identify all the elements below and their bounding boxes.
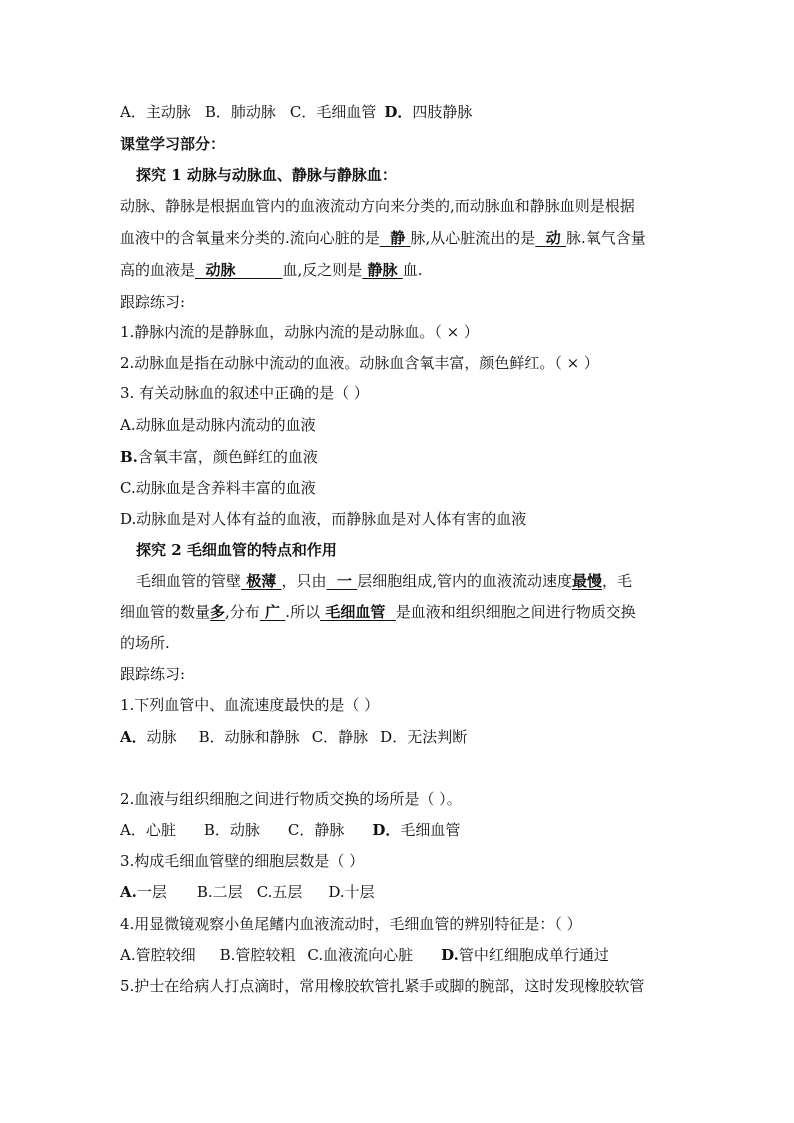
- practice-2-q1-options: A．动脉 B．动脉和静脉 C．静脉 D．无法判断: [120, 728, 468, 746]
- answer-blank: 多: [210, 603, 226, 621]
- practice-2-q2: 2.血液与组织细胞之间进行物质交换的场所是（ ）。: [120, 790, 462, 808]
- answer-blank: 最慢: [572, 572, 603, 590]
- explore-2-line-2: 细血管的数量多,分布 广 .所以 毛细血管 是血液和组织细胞之间进行物质交换: [120, 603, 636, 621]
- practice-1-q1: 1.静脉内流的是静脉血，动脉内流的是动脉血。（ × ）: [120, 323, 479, 341]
- practice-1-opt-d: D.动脉血是对人体有益的血液，而静脉血是对人体有害的血液: [120, 510, 527, 528]
- question-options-top: [120, 102, 472, 122]
- explore-1-title: 探究 1 动脉与动脉血、静脉与静脉血：: [136, 166, 397, 184]
- explore-1-line-3: 高的血液是 动脉 血,反之则是 静脉 血.: [120, 261, 423, 279]
- practice-2-q4-options: A.管腔较细 B.管腔较粗 C.血液流向心脏 D.管中红细胞成单行通过: [120, 946, 609, 964]
- explore-2-title: 探究 2 毛细血管的特点和作用: [136, 541, 337, 559]
- practice-2-q5: 5.护士在给病人打点滴时，常用橡胶软管扎紧手或脚的腕部，这时发现橡胶软管: [120, 977, 645, 995]
- practice-2-q4: 4.用显微镜观察小鱼尾鳍内血液流动时，毛细血管的辨别特征是：（ ）: [120, 915, 582, 933]
- answer-blank: 动脉: [205, 261, 236, 279]
- practice-1-q2: 2.动脉血是指在动脉中流动的血液。动脉血含氧丰富，颜色鲜红。（ × ）: [120, 354, 599, 372]
- practice-1-opt-c: C.动脉血是含养料丰富的血液: [120, 479, 316, 497]
- answer-blank: 静脉: [367, 261, 398, 279]
- practice-2-q3: 3.构成毛细血管壁的细胞层数是（ ）: [120, 852, 365, 870]
- answer-blank: 一: [336, 572, 352, 590]
- answer-blank: 毛细血管: [325, 603, 386, 621]
- practice-2-label: 跟踪练习:: [120, 665, 186, 683]
- practice-2-q1: 1.下列血管中、血流速度最快的是（ ）: [120, 696, 380, 714]
- section-title: 课堂学习部分：: [120, 135, 226, 153]
- practice-1-opt-b: B.含氧丰富，颜色鲜红的血液: [120, 448, 318, 466]
- answer-blank: 极薄: [246, 572, 277, 590]
- option-a: A．主动脉: [120, 103, 191, 121]
- option-d-letter: D．: [384, 103, 413, 121]
- practice-1-q3: 3. 有关动脉血的叙述中正确的是（ ）: [120, 384, 369, 402]
- answer-blank: 动: [545, 229, 561, 247]
- answer-blank: 广: [265, 603, 281, 621]
- practice-1-label: 跟踪练习:: [120, 293, 186, 311]
- answer-blank: 静: [390, 229, 406, 247]
- practice-1-opt-a: A.动脉血是动脉内流动的血液: [120, 416, 316, 434]
- practice-2-q3-options: A.一层 B.二层 C.五层 D.十层: [120, 883, 375, 901]
- explore-2-line-1: 毛细血管的管壁 极薄 ，只由 一 层细胞组成,管内的血液流动速度最慢，毛: [136, 572, 633, 590]
- practice-2-q2-options: A．心脏 B．动脉 C．静脉 D．毛细血管: [120, 821, 461, 839]
- explore-1-line-2: 血液中的含氧量来分类的.流向心脏的是 静 脉,从心脏流出的是 动 脉.氧气含量: [120, 229, 646, 247]
- option-b: B．肺动脉: [204, 103, 276, 121]
- option-c: C．毛细血管: [289, 103, 377, 121]
- explore-2-line-3: 的场所.: [120, 634, 170, 652]
- explore-1-line-1: 动脉、静脉是根据血管内的血液流动方向来分类的,而动脉血和静脉血则是根据: [120, 197, 635, 215]
- option-d: 四肢静脉: [412, 103, 473, 121]
